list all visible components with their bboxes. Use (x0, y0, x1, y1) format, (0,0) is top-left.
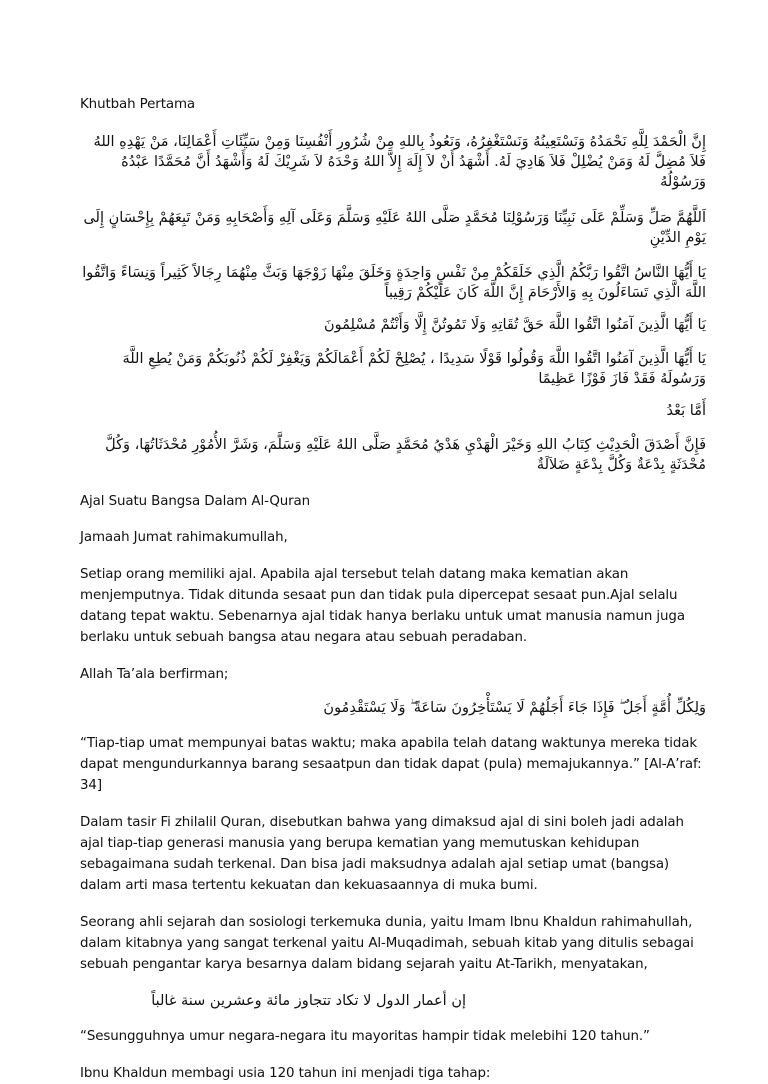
section-title: Ajal Suatu Bangsa Dalam Al-Quran (80, 494, 311, 509)
document-title: Khutbah Pertama (80, 97, 196, 112)
arabic-opening-5: يَا أَيُّهَا الَّذِينَ آمَنُوا اتَّقُوا اللَّهَ وَقُولُوا قَوْلًا سَدِيدًا ، يُصْلِحْ لَكُمْ أَعْمَالَكُمْ وَيَغْفِرْ لَكُمْ ذُنُوبَكُمْ وَمَنْ يُطِعِ اللَّهَ وَرَسُولَهُ فَقَدْ فَازَ فَوْزًا عَظِيمًا (122, 351, 706, 387)
arabic-opening-1: إِنَّ الْحَمْدَ لِلَّهِ نَحْمَدُهُ وَنَسْتَعِينُهُ وَنَسْتَغْفِرُهُ، وَنَعُوذُ بِاللهِ مِنْ شُرُورِ أَنْفُسِنَا وَمِنْ سَيِّئَاتِ أَعْمَالِنَا، مَنْ يَهْدِهِ اللهُ فَلاَ مُضِلَّ لَهُ وَمَنْ يُضْلِلْ فَلاَ هَادِيَ لَهُ. أَشْهَدُ أَنْ لاَ إِلَهَ إِلاَّ اللهُ وَحْدَهُ لاَ شَرِيْكَ لَهُ وَأَشْهَدُ أَنَّ مُحَمَّدًا عَبْدُهُ وَرَسُوْلُهُ (93, 134, 706, 190)
verse-translation: “Tiap-tiap umat mempunyai batas waktu; maka apabila telah datang waktunya mereka tidak dapat mengundurkannya barang sesaatpun dan tidak dapat (pula) memajukannya.” [Al-A’raf: 34] (80, 736, 702, 793)
arabic-amma-badu: أَمَّا بَعْدُ (666, 403, 706, 419)
verse-arabic: وَلِكُلِّ أُمَّةٍ أَجَلٌ ۖ فَإِذَا جَاءَ أَجَلُهُمْ لَا يَسْتَأْخِرُونَ سَاعَةً ۖ وَلَا يَسْتَقْدِمُونَ (323, 700, 706, 716)
arabic-opening-7: فَإِنَّ أَصْدَقَ الْحَدِيْثِ كِتَابُ اللهِ وَخَيْرَ الْهَدْيِ هَدْيُ مُحَمَّدٍ صَلَّى اللهُ عَلَيْهِ وَسَلَّمَ، وَشَرَّ الأُمُوْرِ مُحْدَثَاتُهَا، وَكُلَّ مُحْدَثَةٍ بِدْعَةٌ وَكُلَّ بِدْعَةٍ ضَلاَلَةٌ (105, 437, 706, 473)
greeting: Jamaah Jumat rahimakumullah, (80, 530, 288, 545)
arabic-opening-3: يَا أَيُّهَا النَّاسُ اتَّقُوا رَبَّكُمُ الَّذِي خَلَقَكُمْ مِنْ نَفْسٍ وَاحِدَةٍ وَخَلَقَ مِنْهَا زَوْجَهَا وَبَثَّ مِنْهُمَا رِجَالاً كَثِيراً وَنِسَاءً وَاتَّقُوا اللَّهَ الَّذِي تَسَاءَلُونَ بِهِ وَالأَرْحَامَ إِنَّ اللَّهَ كَانَ عَلَيْكُمْ رَقِيباً (82, 265, 706, 301)
quote-translation: “Sesungguhnya umur negara-negara itu mayoritas hampir tidak melebihi 120 tahun.” (80, 1029, 650, 1044)
paragraph-4: Ibnu Khaldun membagi usia 120 tahun ini menjadi tiga tahap: (80, 1066, 491, 1081)
paragraph-2: Dalam tasir Fi zhilalil Quran, disebutkan bahwa yang dimaksud ajal di sini boleh jadi adalah ajal tiap-tiap generasi manusia yang berupa kematian yang memutuskan kehidupan sebagaimana sudah terkenal. Dan bisa jadi maksudnya adalah ajal setiap umat (bangsa) dalam arti masa tertentu kekuatan dan kekuasaannya di muka bumi. (80, 815, 684, 893)
arabic-opening-2: اَللَّهُمَّ صَلِّ وَسَلِّمْ عَلَى نَبِيِّنَا وَرَسُوْلِنَا مُحَمَّدٍ صَلَّى اللهُ عَلَيْهِ وَسَلَّمَ وَعَلَى آلِهِ وَأَصْحَابِهِ وَمَنْ تَبِعَهُمْ بِإِحْسَانٍ إِلَى يَوْمِ الدِّيْنِ (83, 210, 706, 246)
paragraph-3: Seorang ahli sejarah dan sosiologi terkemuka dunia, yaitu Imam Ibnu Khaldun rahimahullah, dalam kitabnya yang sangat terkenal yaitu Al-Muqadimah, sebuah kitab yang ditulis sebagai sebuah pengantar karya besarnya dalam bidang sejarah yaitu At-Tarikh, menyatakan, (80, 915, 694, 972)
paragraph-1: Setiap orang memiliki ajal. Apabila ajal tersebut telah datang maka kematian akan menjemputnya. Tidak ditunda sesaat pun dan tidak pula dipercepat sesaat pun.Ajal selalu datang tepat waktu. Sebenarnya ajal tidak hanya berlaku untuk umat manusia namun juga berlaku untuk sebuah bangsa atau negara atau sebuah peradaban. (80, 567, 685, 645)
quote-arabic: إن أعمار الدول لا تكاد تتجاوز مائة وعشرين سنة غالباً (151, 993, 466, 1009)
arabic-opening-4: يَا أَيُّهَا الَّذِينَ آمَنُوا اتَّقُوا اللَّهَ حَقَّ تُقَاتِهِ وَلَا تَمُوتُنَّ إِلَّا وَأَنْتُمْ مُسْلِمُونَ (323, 317, 706, 333)
allah-says-line: Allah Ta’ala berfirman; (80, 667, 229, 682)
